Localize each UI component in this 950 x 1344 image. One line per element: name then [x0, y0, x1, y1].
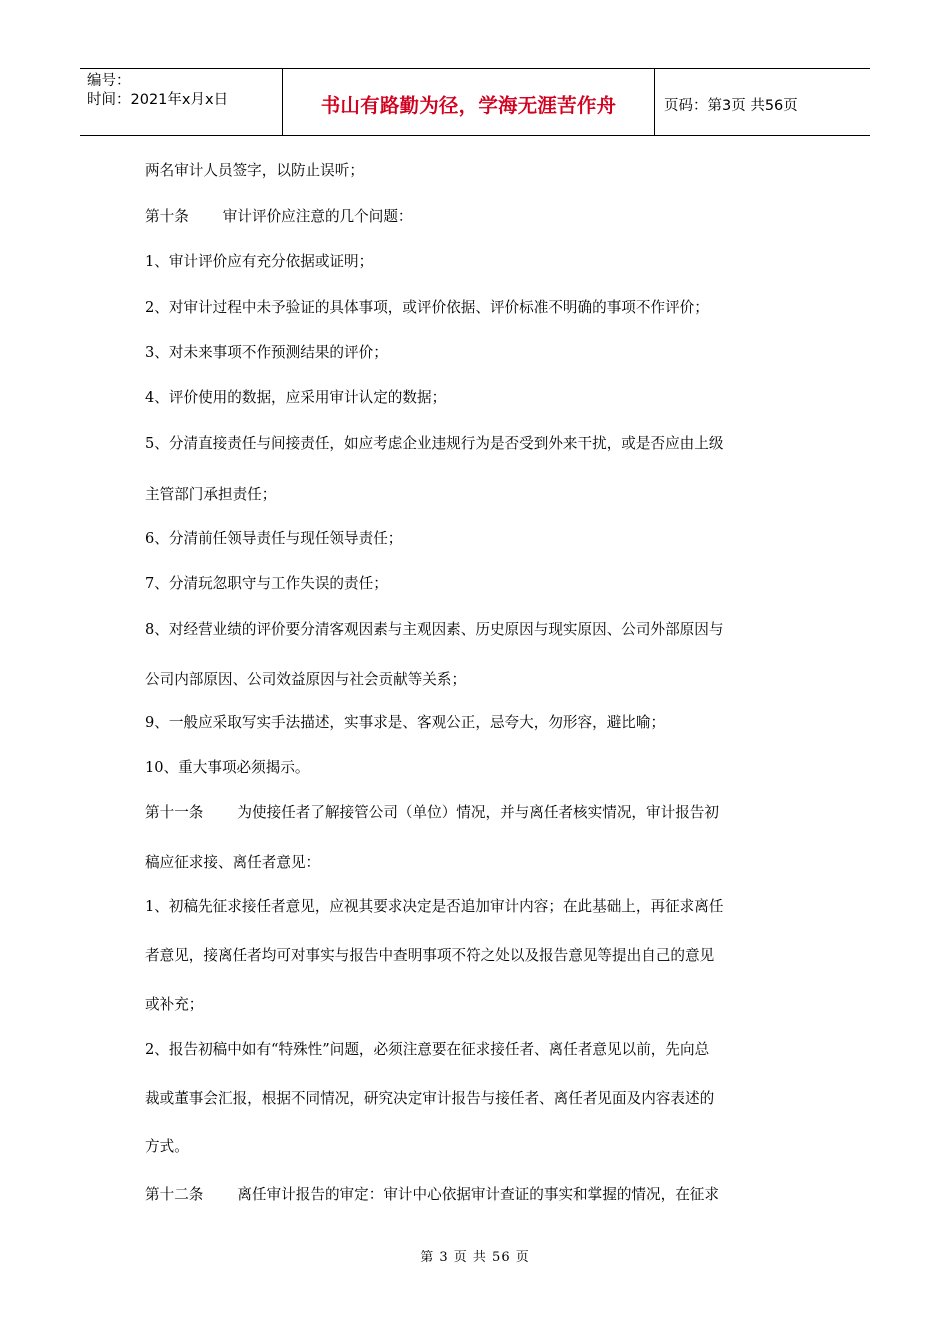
- body-line: [145, 1137, 810, 1157]
- body-line: [145, 574, 810, 594]
- article-label: 第十一条: [145, 804, 204, 821]
- header-motto-cell: [283, 69, 655, 135]
- line-text: 裁或董事会汇报，根据不同情况，研究决定审计报告与接任者、离任者见面及内容表述的: [145, 1090, 715, 1107]
- page-footer: 第 3 页 共 56 页: [420, 1250, 530, 1265]
- line-text: 公司内部原因、公司效益原因与社会贡献等关系；: [145, 671, 467, 688]
- line-text: 离任审计报告的审定：审计中心依据审计查证的事实和掌握的情况，在征求: [237, 1186, 719, 1203]
- article-label: 第十二条: [145, 1186, 204, 1203]
- number-label: 编号：: [87, 73, 131, 89]
- time-label: 时间：2021年x月x日: [87, 92, 229, 108]
- line-text: 方式。: [145, 1138, 189, 1155]
- body-line: [145, 946, 810, 966]
- body-line: [145, 803, 810, 823]
- body-line: [145, 758, 810, 778]
- line-text: 1、审计评价应有充分依据或证明；: [145, 253, 374, 270]
- header-meta-cell: [80, 69, 283, 135]
- body-line: [145, 1185, 810, 1205]
- line-text: 8、对经营业绩的评价要分清客观因素与主观因素、历史原因与现实原因、公司外部原因与: [145, 621, 724, 638]
- body-line: [145, 1040, 810, 1060]
- header-page-cell: [655, 69, 870, 135]
- page-header: [80, 68, 870, 136]
- body-line: [145, 1089, 810, 1109]
- body-line: [145, 620, 810, 640]
- body-line: [145, 485, 810, 505]
- line-text: 1、初稿先征求接任者意见，应视其要求决定是否追加审计内容；在此基础上，再征求离任: [145, 898, 724, 915]
- line-text: 3、对未来事项不作预测结果的评价；: [145, 344, 388, 361]
- body-line: [145, 161, 810, 181]
- body-line: [145, 995, 810, 1015]
- body-line: [145, 343, 810, 363]
- line-text: 者意见，接离任者均可对事实与报告中查明事项不符之处以及报告意见等提出自己的意见: [145, 947, 715, 964]
- line-text: 审计评价应注意的几个问题：: [222, 208, 413, 225]
- line-text: 两名审计人员签字，以防止误听；: [145, 162, 364, 179]
- line-text: 9、一般应采取写实手法描述，实事求是、客观公正，忌夸大，勿形容，避比喻；: [145, 714, 666, 731]
- line-text: 4、评价使用的数据，应采用审计认定的数据；: [145, 389, 447, 406]
- body-line: [145, 434, 810, 454]
- article-label: 第十条: [145, 208, 189, 225]
- body-line: [145, 853, 810, 873]
- body-line: [145, 713, 810, 733]
- line-text: 5、分清直接责任与间接责任，如应考虑企业违规行为是否受到外来干扰，或是否应由上级: [145, 435, 724, 452]
- body-line: [145, 252, 810, 272]
- line-text: 或补充；: [145, 996, 204, 1013]
- body-line: [145, 897, 810, 917]
- page-info: 页码：第3页 共56页: [664, 97, 798, 114]
- line-text: 2、报告初稿中如有“特殊性”问题，必须注意要在征求接任者、离任者意见以前，先向总: [145, 1041, 710, 1058]
- line-text: 7、分清玩忽职守与工作失误的责任；: [145, 575, 388, 592]
- line-text: 6、分清前任领导责任与现任领导责任；: [145, 530, 403, 547]
- motto-text: 书山有路勤为径，学海无涯苦作舟: [320, 94, 617, 117]
- body-line: [145, 298, 810, 318]
- line-text: 主管部门承担责任；: [145, 486, 277, 503]
- body-line: [145, 388, 810, 408]
- body-line: [145, 207, 810, 227]
- line-text: 2、对审计过程中未予验证的具体事项，或评价依据、评价标准不明确的事项不作评价；: [145, 299, 709, 316]
- body-line: [145, 529, 810, 549]
- body-line: [145, 670, 810, 690]
- line-text: 为使接任者了解接管公司（单位）情况，并与离任者核实情况，审计报告初: [237, 804, 719, 821]
- line-text: 10、重大事项必须揭示。: [145, 759, 310, 776]
- line-text: 稿应征求接、离任者意见：: [145, 854, 321, 871]
